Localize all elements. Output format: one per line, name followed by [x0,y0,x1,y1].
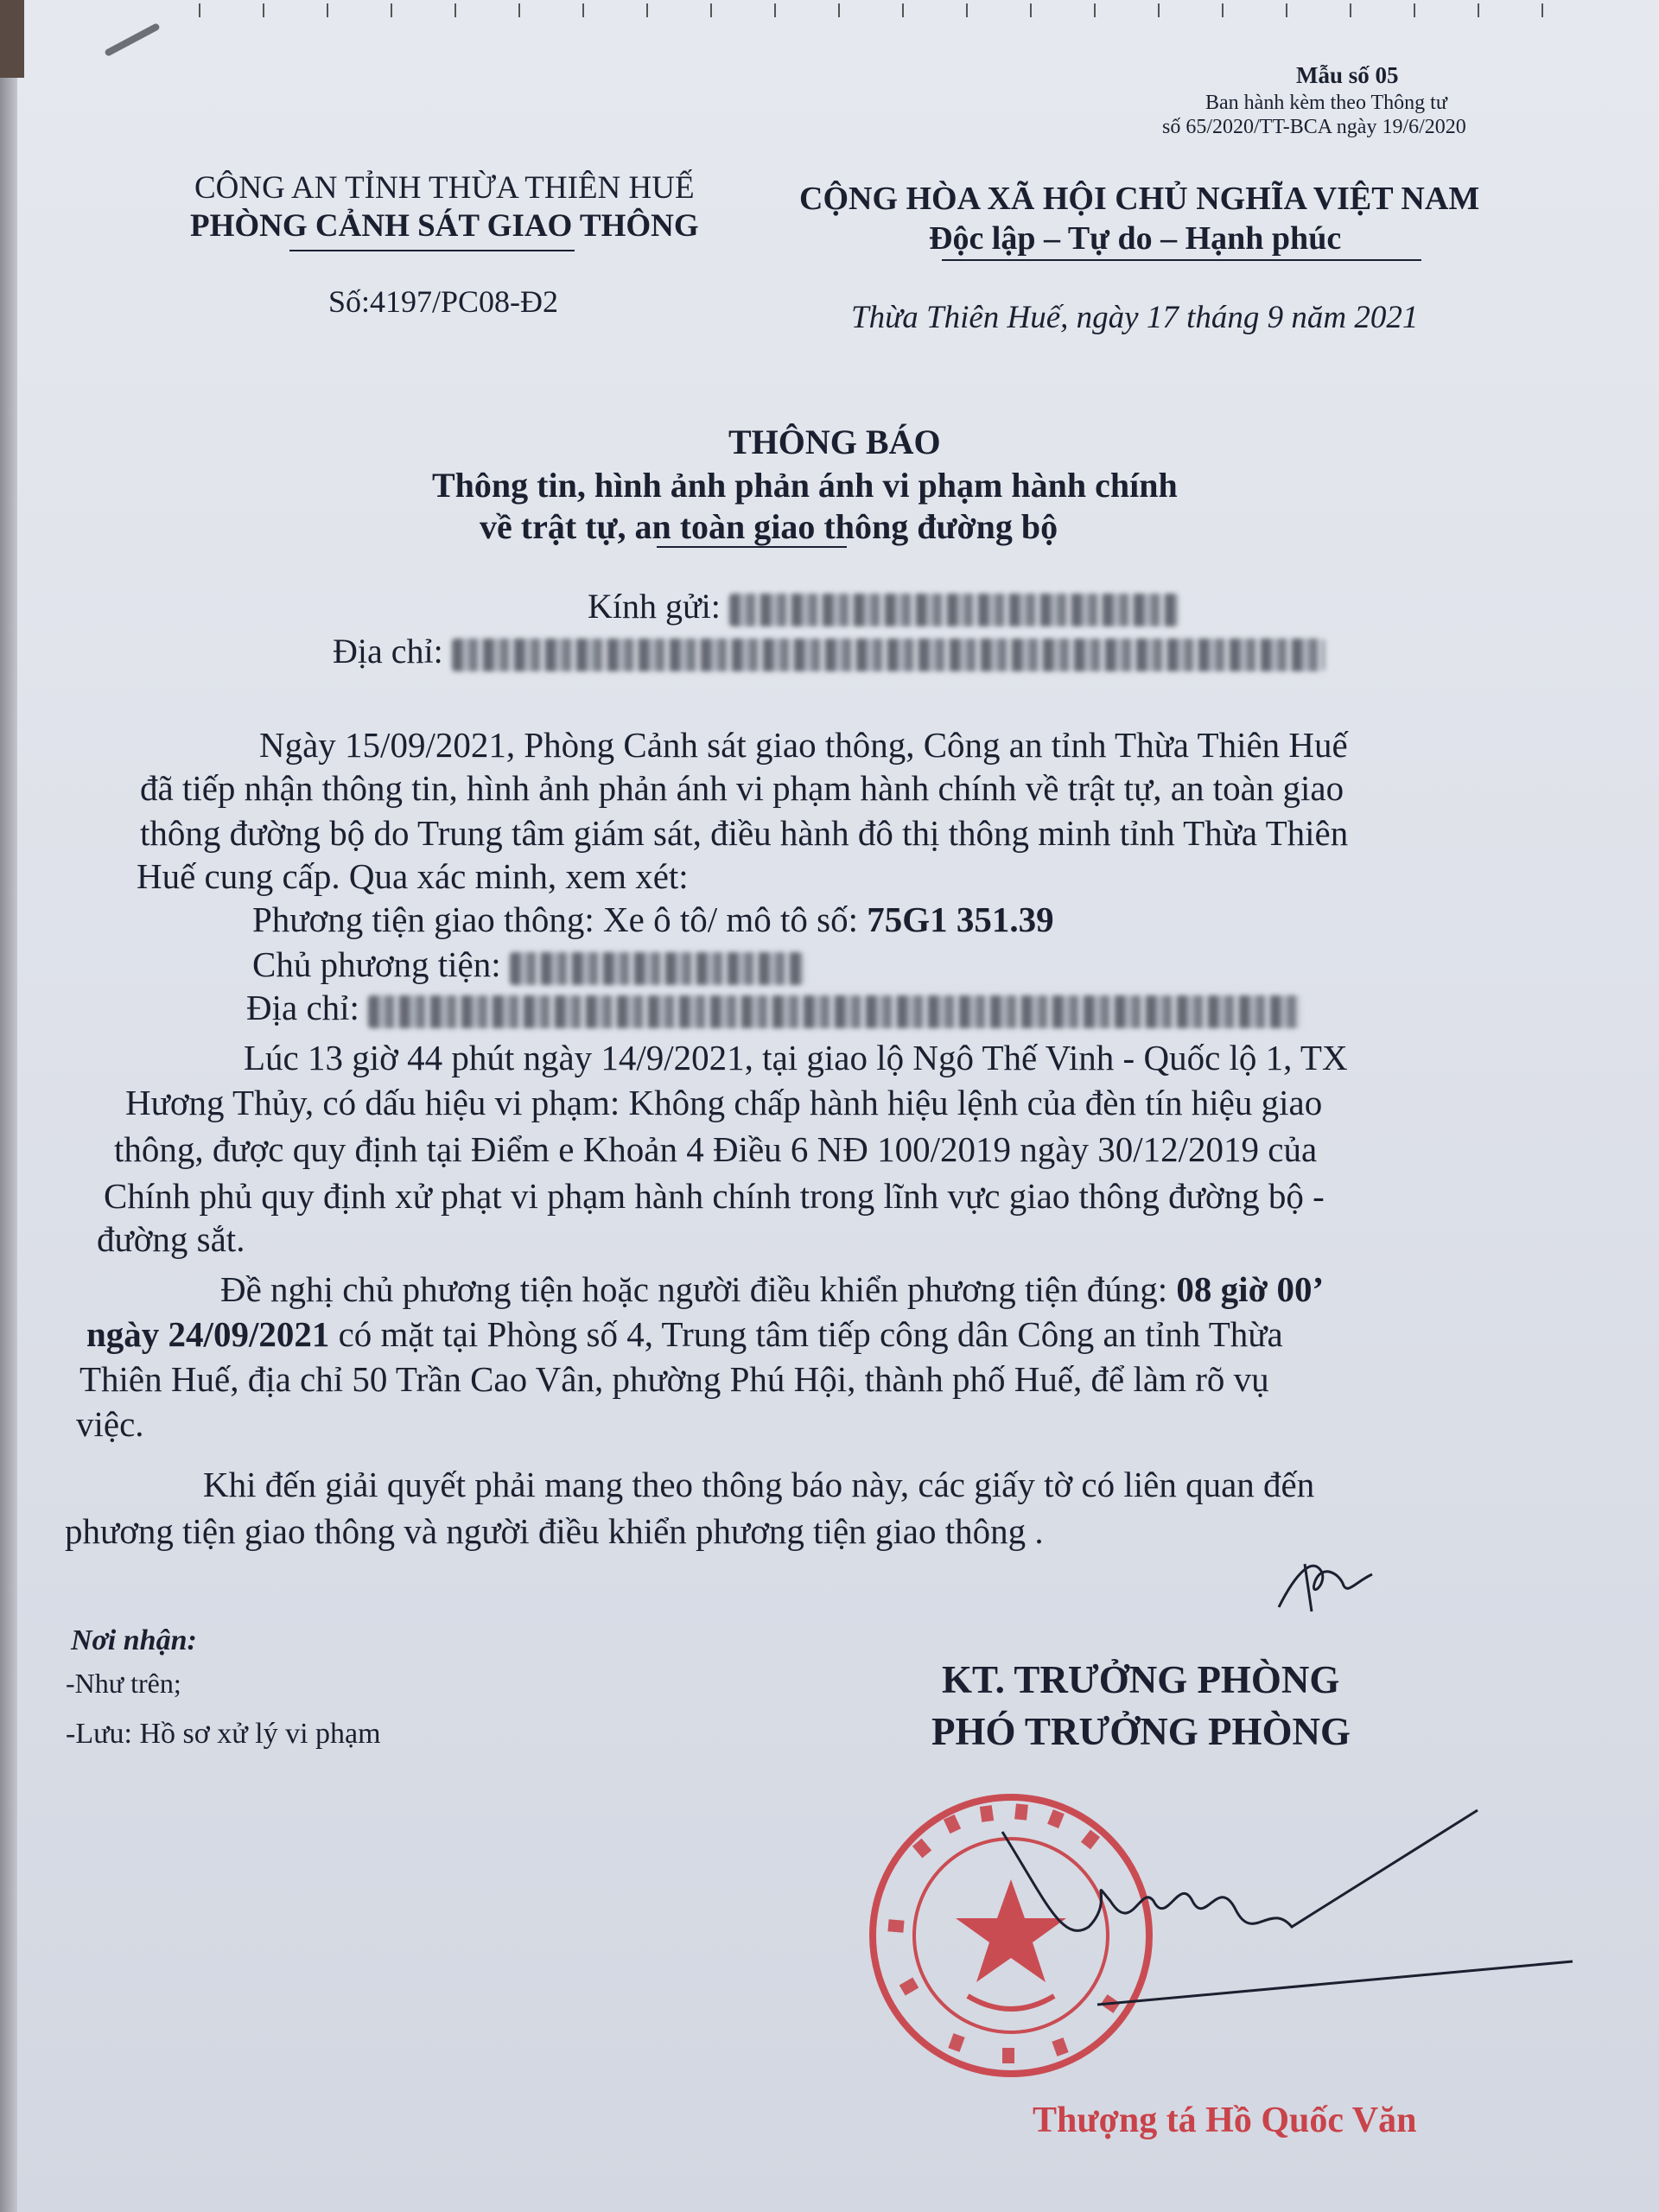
document-title: THÔNG BÁO [728,423,941,461]
signature-deputy: PHÓ TRƯỞNG PHÒNG [931,1710,1351,1753]
agency-unit: PHÒNG CẢNH SÁT GIAO THÔNG [190,208,699,244]
license-plate: 75G1 351.39 [867,899,1054,939]
body-p2-line-1: Lúc 13 giờ 44 phút ngày 14/9/2021, tại giao lộ Ngô Thế Vinh - Quốc lộ 1, TX [244,1038,1348,1077]
body-p2-line-3: thông, được quy định tại Điểm e Khoản 4 Điều 6 NĐ 100/2019 ngày 30/12/2019 của [114,1129,1318,1169]
body-p3-line-2 [86,1313,1283,1355]
form-issued-with: Ban hành kèm theo Thông tư [1205,92,1447,114]
body-p4-line-1: Khi đến giải quyết phải mang theo thông báo này, các giấy tờ có liên quan đến [203,1465,1315,1504]
body-p3-line-1 [220,1268,1324,1310]
recipient-address-label: Địa chỉ: [333,632,443,671]
motto-underline [942,259,1421,261]
redacted-recipient-address [452,639,1325,671]
body-p3-line-4: việc. [76,1404,144,1444]
redacted-owner-address [368,995,1301,1028]
title-subtitle-2: về trật tự, an toàn giao thông đường bộ [480,507,1058,546]
recipient-label: Kính gửi: [588,587,721,626]
vehicle-line [252,899,1054,940]
appointment-time: 08 giờ 00’ [1176,1269,1325,1309]
recipient-address-line [333,631,1325,671]
handwritten-signature [994,1797,1581,2022]
signer-name: Thượng tá Hồ Quốc Văn [1033,2101,1417,2140]
perforation-marks [199,3,1624,21]
form-number: Mẫu số 05 [1296,62,1399,88]
redacted-owner-name [510,952,804,985]
recipient-line [588,586,1179,626]
owner-line [252,944,804,985]
body-p3-line-2-text: có mặt tại Phòng số 4, Trung tâm tiếp công dân Công an tỉnh Thừa [338,1314,1283,1354]
national-motto: Độc lập – Tự do – Hạnh phúc [929,220,1342,257]
title-underline [657,546,847,548]
vehicle-label: Phương tiện giao thông: Xe ô tô/ mô tô số: [252,899,859,939]
agency-underline [289,250,575,251]
appointment-date: ngày 24/09/2021 [86,1314,330,1354]
background-corner [0,0,24,78]
body-p2-line-4: Chính phủ quy định xử phạt vi phạm hành chính trong lĩnh vực giao thông đường bộ - [104,1176,1325,1216]
agency-parent: CÔNG AN TỈNH THỪA THIÊN HUẾ [194,170,695,206]
form-circular: số 65/2020/TT-BCA ngày 19/6/2020 [1162,116,1466,138]
body-p3-line-1-text: Đề nghị chủ phương tiện hoặc người điều khiển phương tiện đúng: [220,1269,1168,1309]
body-p1-line-2: đã tiếp nhận thông tin, hình ảnh phản ánh vi phạm hành chính về trật tự, an toàn giao [140,768,1344,808]
owner-label: Chủ phương tiện: [252,944,501,984]
national-name: CỘNG HÒA XÃ HỘI CHỦ NGHĨA VIỆT NAM [799,181,1480,217]
body-p1-line-4: Huế cung cấp. Qua xác minh, xem xét: [137,856,689,896]
owner-address-label: Địa chỉ: [246,988,359,1027]
body-p3-line-3: Thiên Huế, địa chỉ 50 Trần Cao Vân, phường Phú Hội, thành phố Huế, để làm rõ vụ [79,1359,1269,1399]
title-subtitle-1: Thông tin, hình ảnh phản ánh vi phạm hành chính [432,466,1178,505]
staple-icon [104,22,161,57]
body-p1-line-3: thông đường bộ do Trung tâm giám sát, điều hành đô thị thông minh tỉnh Thừa Thiên [140,813,1349,853]
recipient-item-1: -Như trên; [66,1668,181,1699]
paper-edge [0,0,17,2212]
recipient-item-2: -Lưu: Hồ sơ xử lý vi phạm [66,1718,381,1750]
body-p2-line-5: đường sắt. [97,1219,245,1259]
body-p2-line-2: Hương Thủy, có dấu hiệu vi phạm: Không chấp hành hiệu lệnh của đèn tín hiệu giao [125,1083,1323,1122]
owner-address-line [246,987,1301,1028]
document-number: Số:4197/PC08-Đ2 [328,284,559,319]
body-p4-line-2: phương tiện giao thông và người điều khiển phương tiện giao thông . [65,1511,1044,1551]
initials-signature [1262,1547,1382,1624]
place-date: Thừa Thiên Huế, ngày 17 tháng 9 năm 2021 [851,300,1419,335]
body-p1-line-1: Ngày 15/09/2021, Phòng Cảnh sát giao thông, Công an tỉnh Thừa Thiên Huế [259,725,1348,765]
signature-for-head: KT. TRƯỞNG PHÒNG [942,1658,1340,1701]
recipients-label: Nơi nhận: [71,1624,197,1656]
redacted-recipient-name [729,594,1179,626]
